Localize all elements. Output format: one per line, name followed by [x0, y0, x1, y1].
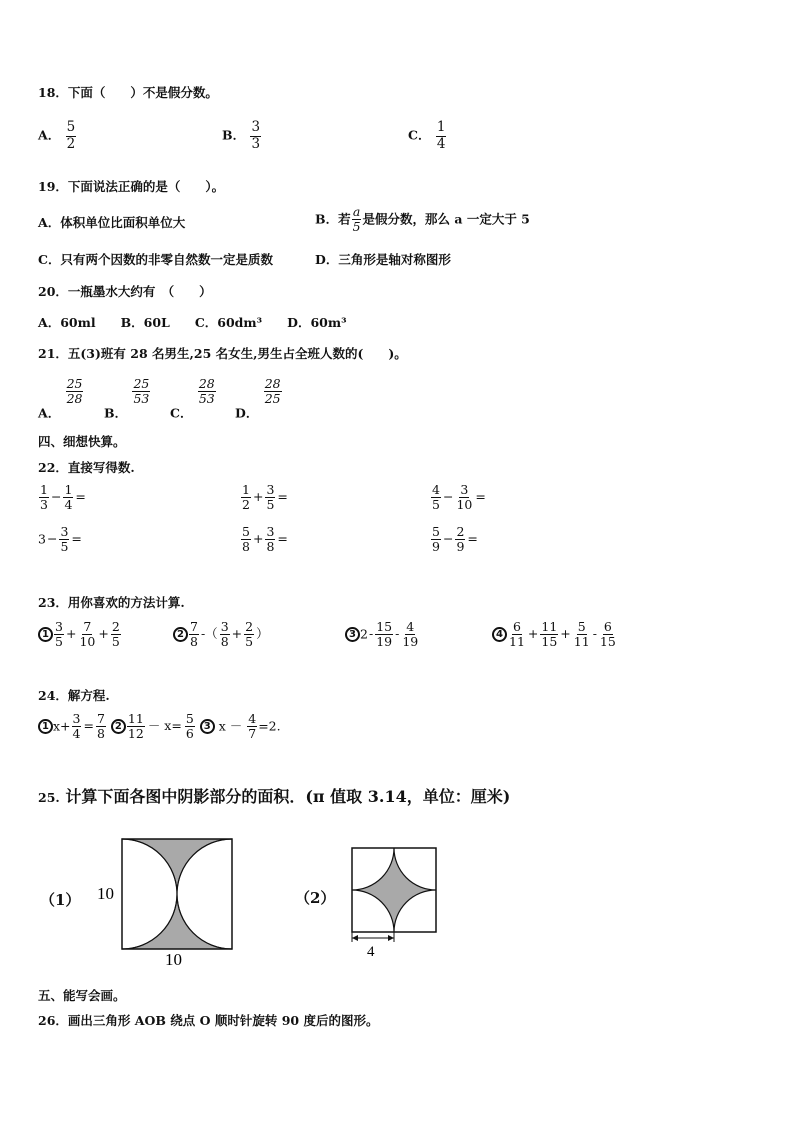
- option-label: D．: [235, 405, 259, 421]
- q23-expr-2: 2 $\frac{7}{8}$ -（ $\frac{3}{8}$ + $\frac{2}{5}$ ）: [173, 620, 270, 650]
- q25-stem-text: 计算下面各图中阴影部分的面积．(π 值取 3.14，单位：厘米): [65, 787, 511, 806]
- q22-expr-3: $\frac{4}{5}$ − $\frac{3}{10}$ =: [432, 482, 486, 513]
- option-label: C．: [170, 405, 193, 421]
- q18-option-c[interactable]: [408, 120, 447, 152]
- q22-expr-1: $\frac{1}{3}$ − $\frac{1}{4}$ =: [40, 482, 86, 513]
- q24-equations: 1 x+ $\frac{3}{4}$ = $\frac{7}{8}$ 2 $\frac{11}{12}$ － x= $\frac{5}{6}$ 3 x － $\frac{4}{7}$ =2.: [38, 712, 281, 742]
- q19-option-a[interactable]: A．体积单位比面积单位大: [38, 215, 186, 230]
- circled-number: 1: [38, 627, 53, 642]
- q19-option-c[interactable]: C．只有两个因数的非零自然数一定是质数: [38, 252, 273, 267]
- q22-expr-5: $\frac{5}{8}$ + $\frac{3}{8}$ =: [242, 524, 288, 555]
- fraction: $\frac{a}{5}$: [352, 204, 361, 235]
- option-label: A．: [38, 127, 61, 143]
- q18-stem: 18．下面（ ）不是假分数。: [38, 85, 218, 100]
- section-heading: 四、细想快算。: [38, 434, 126, 449]
- fig1-label: （1）: [40, 891, 81, 909]
- q19-stem: 19．下面说法正确的是（ ）。: [38, 179, 225, 194]
- q23-expr-4: 4 $\frac{6}{11}$ + $\frac{11}{15}$ + $\frac{5}{11}$ - $\frac{6}{15}$: [492, 620, 618, 650]
- fraction: $\frac{3}{3}$: [251, 119, 261, 152]
- circled-number: 3: [345, 627, 360, 642]
- dimension-label: 4: [367, 944, 375, 960]
- option-text: 是假分数，那么 a 一定大于 5: [362, 211, 530, 227]
- fig2-label: （2）: [295, 889, 336, 907]
- option-label: B．: [222, 127, 246, 143]
- q23-expr-1: 1 $\frac{3}{5}$ + $\frac{7}{10}$ + $\frac{2}{5}$: [38, 620, 122, 650]
- q26-stem: 26．画出三角形 AOB 绕点 O 顺时针旋转 90 度后的图形。: [38, 1013, 379, 1028]
- fraction: $\frac{28}{25}$: [264, 376, 281, 407]
- q25-stem: 25. 计算下面各图中阴影部分的面积．(π 值取 3.14，单位：厘米): [38, 787, 511, 806]
- q18-option-a[interactable]: [38, 120, 77, 152]
- option-label: C．: [408, 127, 431, 143]
- q22-stem: 22．直接写得数.: [38, 460, 135, 475]
- q23-expr-3: 3 2- $\frac{15}{19}$ - $\frac{4}{19}$: [345, 620, 420, 650]
- bottom-label: 10: [165, 950, 182, 969]
- q21-stem: 21．五(3)班有 28 名男生,25 名女生,男生占全班人数的( )。: [38, 346, 407, 361]
- q20-stem: 20．一瓶墨水大约有 （ ）: [38, 284, 212, 299]
- q20-options[interactable]: A．60ml B．60L C．60dm³ D．60m³: [38, 315, 347, 330]
- fraction: $\frac{25}{53}$: [133, 376, 150, 407]
- q19-option-d[interactable]: D．三角形是轴对称图形: [315, 252, 451, 267]
- q22-expr-4: 3− $\frac{3}{5}$ =: [38, 524, 82, 555]
- figure-1: [92, 832, 262, 972]
- q21-option-c[interactable]: [170, 377, 217, 421]
- q21-option-d[interactable]: [235, 377, 283, 421]
- q24-stem: 24．解方程.: [38, 688, 110, 703]
- option-label: A．: [38, 405, 61, 421]
- q18-option-b[interactable]: [222, 120, 262, 152]
- fraction: $\frac{25}{28}$: [66, 376, 83, 407]
- q22-expr-6: $\frac{5}{9}$ − $\frac{2}{9}$ =: [432, 524, 478, 555]
- option-text: B．若: [315, 211, 351, 227]
- option-label: B．: [104, 405, 128, 421]
- q23-stem: 23．用你喜欢的方法计算.: [38, 595, 185, 610]
- figure-2: [345, 843, 445, 961]
- fraction: $\frac{28}{53}$: [198, 376, 215, 407]
- q21-option-a[interactable]: [38, 377, 84, 421]
- arrow-left: [352, 935, 358, 941]
- q21-option-b[interactable]: [104, 377, 151, 421]
- circled-number: 1: [38, 719, 53, 734]
- q22-expr-2: $\frac{1}{2}$ + $\frac{3}{5}$ =: [242, 482, 288, 513]
- fraction: $\frac{5}{2}$: [66, 119, 76, 152]
- q19-option-b[interactable]: [315, 205, 530, 235]
- arrow-right: [388, 935, 394, 941]
- circled-number: 2: [111, 719, 126, 734]
- section-heading: 五、能写会画。: [38, 988, 126, 1003]
- circled-number: 2: [173, 627, 188, 642]
- fraction: $\frac{1}{4}$: [436, 119, 446, 152]
- circled-number: 4: [492, 627, 507, 642]
- side-label: 10: [97, 884, 114, 903]
- circled-number: 3: [200, 719, 215, 734]
